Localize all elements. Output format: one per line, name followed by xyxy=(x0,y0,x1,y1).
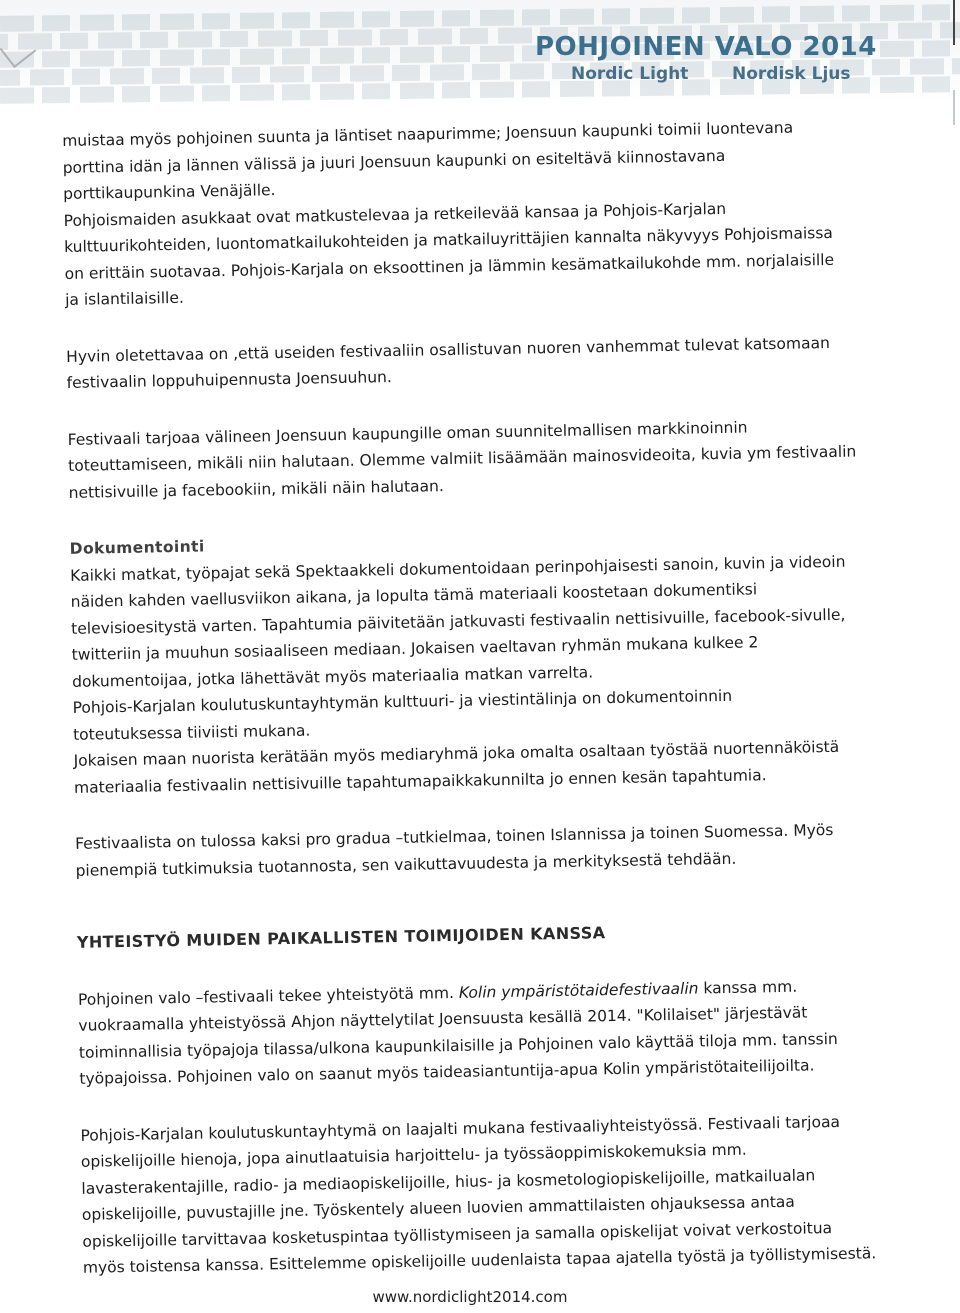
header-banner xyxy=(0,0,960,102)
section-heading-cooperation: YHTEISTYÖ MUIDEN PAIKALLISTEN TOIMIJOIDEN KANSSA xyxy=(76,923,606,952)
text-line: pienempiä tutkimuksia tuotannosta, sen vaikuttavuudesta ja merkityksestä tehdään. xyxy=(75,849,737,880)
text-line: toiminnallisia työpajoja tilassa/ulkona kaupunkilaisille ja Pohjoinen valo käyttää tiloja mm. tanssin xyxy=(78,1029,838,1062)
text-line: nettisivuille ja facebookiin, mikäli näin halutaan. xyxy=(68,476,444,502)
text-line: Pohjois-Karjalan koulutuskuntayhtymän kulttuuri- ja viestintälinja on dokumentoinnin xyxy=(72,686,733,717)
text-line: Jokaisen maan nuorista kerätään myös mediaryhmä joka omalta osaltaan työstää nuortennäköistä xyxy=(73,737,840,770)
text-segment: kanssa mm. xyxy=(698,977,798,997)
paragraph-cooperation-koli xyxy=(78,972,880,1093)
paragraph-intro xyxy=(62,113,865,313)
text-line: on erittäin suotavaa. Pohjois-Karjala on eksoottinen ja lämmin kesämatkailukohde mm. norjalaisille xyxy=(64,250,835,283)
paragraph-cooperation-school xyxy=(80,1108,883,1282)
text-line: dokumentoijaa, jotka lähettävät myös materiaalia matkan varrelta. xyxy=(71,662,594,691)
text-line: Pohjoismaiden asukkaat ovat matkustelevaa ja retkeilevää kansaa ja Pohjois-Karjalan xyxy=(63,199,727,230)
text-segment: Pohjoinen valo –festivaali tekee yhteistyötä mm. xyxy=(77,983,460,1009)
footer-website-url: www.nordiclight2014.com xyxy=(372,1288,568,1306)
text-line: festivaalin loppuhuipennusta Joensuuhun. xyxy=(66,367,392,392)
margin-rule-faint xyxy=(953,90,955,125)
text-line: opiskelijoille tarvittavaa kosketuspintaa työllistymiseen ja samalla opiskelijat voivat verkostoitua xyxy=(82,1218,833,1251)
text-line: muistaa myös pohjoinen suunta ja läntiset naapurimme; Joensuun kaupunki toimii luontevana xyxy=(62,118,794,150)
text-line: Festivaalista on tulossa kaksi pro gradua –tutkielmaa, toinen Islannissa ja toinen Suomessa. Myös xyxy=(74,820,834,853)
festival-logo xyxy=(535,32,885,84)
text-line: kulttuurikohteiden, luontomatkailukohteiden ja matkailuyrittäjien kannalta näkyvyys Pohjoismaissa xyxy=(64,223,833,256)
paragraph-marketing xyxy=(67,412,868,506)
italic-festival-name: Kolin ympäristötaidefestivaalin xyxy=(458,978,699,1002)
text-line: ja islantilaisille. xyxy=(64,288,184,309)
text-line: Festivaali tarjoaa välineen Joensuun kaupungille oman suunnitelmallisen markkinoinnin xyxy=(67,417,748,449)
page-body xyxy=(62,113,883,1281)
text-line: porttikaupunkina Venäjälle. xyxy=(63,181,276,203)
text-line: vuokraamalla yhteistyössä Ahjon näyttelytilat Joensuusta kesällä 2014. "Kolilaiset" järjestävät xyxy=(78,1003,808,1035)
text-line: Kaikki matkat, työpajat sekä Spektaakkeli dokumentoidaan perinpohjaisesti sanoin, kuvin ja videoin xyxy=(70,552,846,585)
logo-title: POHJOINEN VALO 2014 xyxy=(535,32,877,62)
text-line: toteuttamiseen, mikäli niin halutaan. Olemme valmiit lisäämään mainosvideoita, kuvia ym festivaalin xyxy=(68,442,857,475)
text-line: opiskelijoille hienoja, jopa ainutlaatuisia harjoittelu- ja työssäoppimiskokemuksia mm. xyxy=(80,1140,747,1171)
text-line: twitteriin ja muuhun sosiaaliseen mediaan. Jokaisen vaeltavan ryhmän mukana kulkee 2 xyxy=(71,633,759,664)
text-line: Hyvin oletettavaa on ,että useiden festivaaliin osallistuvan nuoren vanhemmat tulevat katsomaan xyxy=(66,333,830,366)
logo-sub-right: Nordisk Ljus xyxy=(732,64,851,84)
text-line: työpajoissa. Pohjoinen valo on saanut myös taideasiantuntija-apua Kolin ympäristötaiteilijoilta. xyxy=(79,1056,815,1088)
text-line: opiskelijoille, puvustajille jne. Työskentely alueen luovien ammattilaisten ohjauksessa antaa xyxy=(81,1192,795,1224)
text-line: televisioesitystä varten. Tapahtumia päivitetään jatkuvasti festivaalin nettisivuille, facebook-sivulle, xyxy=(71,605,846,638)
text-line: porttina idän ja lännen välissä ja juuri Joensuun kaupunki on esiteltävä kiinnostavana xyxy=(62,146,726,177)
paragraph-documentation xyxy=(70,548,874,801)
text-line: materiaalia festivaalin nettisivuille tapahtumapaikkakunnilta jo ennen kesän tapahtumia. xyxy=(73,765,767,797)
text-line: lavasterakentajille, radio- ja mediaopiskelijoille, hius- ja kosmetologiopiskelijoille, matkailualan xyxy=(81,1165,816,1198)
text-line: myös toistensa kanssa. Esittelemme opiskelijoille uudenlaista tapaa ajatella työstä ja työllistymisestä. xyxy=(82,1244,877,1277)
text-line: Pohjois-Karjalan koulutuskuntayhtymä on laajalti mukana festivaaliyhteistyössä. Festivaali tarjoaa xyxy=(80,1112,841,1145)
logo-subtitle xyxy=(535,62,885,84)
text-line: näiden kahden vaellusviikon aikana, ja lopulta tämä materiaali koostetaan dokumentiksi xyxy=(70,580,758,611)
logo-sub-left: Nordic Light xyxy=(571,64,689,84)
section-heading-documentation: Dokumentointi xyxy=(69,537,205,558)
margin-rule xyxy=(953,0,955,45)
text-line: toteutuksessa tiiviisti mukana. xyxy=(72,721,311,744)
